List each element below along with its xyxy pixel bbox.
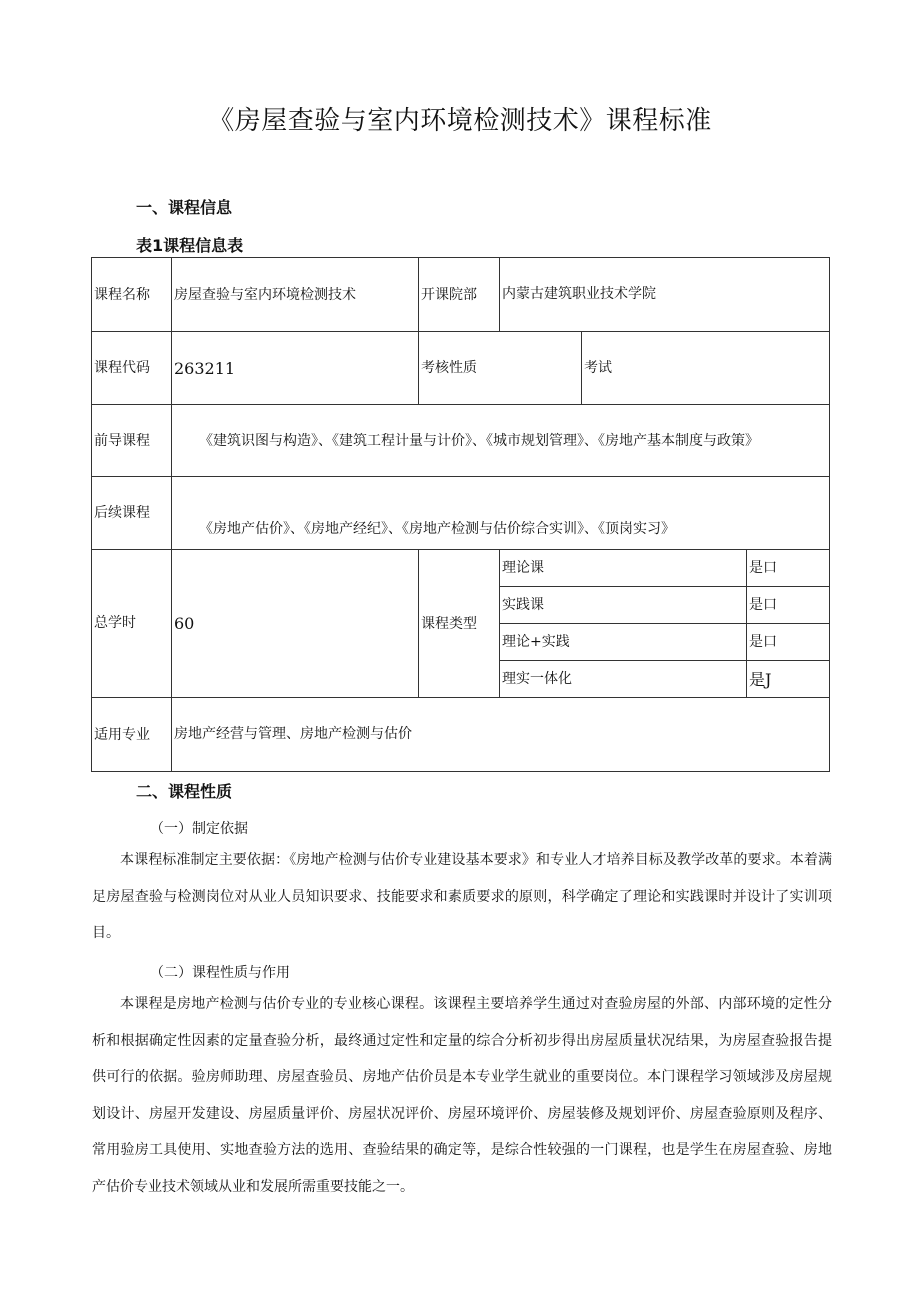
assess-value: 考试 xyxy=(582,332,830,405)
type-mark-integrated: 是J xyxy=(747,661,830,698)
type-name-integrated: 理实一体化 xyxy=(500,661,747,698)
course-type-label: 课程类型 xyxy=(419,550,500,698)
follow-label: 后续课程 xyxy=(92,477,172,550)
subheading-nature-role: （二）课程性质与作用 xyxy=(150,965,290,981)
prereq-value: 《建筑识图与构造》、《建筑工程计量与计价》、《城市规划管理》、《房地产基本制度与政策》 xyxy=(172,405,830,477)
follow-value: 《房地产估价》、《房地产经纪》、《房地产检测与估价综合实训》、《顶岗实习》 xyxy=(172,477,830,550)
subheading-basis: （一）制定依据 xyxy=(150,821,248,837)
section-heading-course-info: 一、课程信息 xyxy=(136,198,233,217)
dept-label: 开课院部 xyxy=(419,258,500,332)
course-code-label: 课程代码 xyxy=(92,332,172,405)
prereq-label: 前导课程 xyxy=(92,405,172,477)
type-name-theory-practice: 理论+实践 xyxy=(500,624,747,661)
course-info-table xyxy=(91,257,830,772)
paragraph-nature-role: 本课程是房地产检测与估价专业的专业核心课程。该课程主要培养学生通过对查验房屋的外部、内部环境的定性分析和根据确定性因素的定量查验分析，最终通过定性和定量的综合分析初步得出房屋质量状况结果，为房屋查验报告提供可行的依据。验房师助理、房屋查验员、房地产估价员是本专业学生就业的重要岗位。本门课程学习领域涉及房屋规划设计、房屋开发建设、房屋质量评价、房屋状况评价、房屋环境评价、房屋装修及规划评价、房屋查验原则及程序、常用验房工具使用、实地查验方法的选用、查验结果的确定等，是综合性较强的一门课程，也是学生在房屋查验、房地产估价专业技术领域从业和发展所需重要技能之一。 xyxy=(92,996,832,1195)
page-title: 《房屋查验与室内环境检测技术》课程标准 xyxy=(208,106,712,136)
type-mark-theory: 是口 xyxy=(747,550,830,587)
table-caption: 表1课程信息表 xyxy=(136,236,244,255)
major-label: 适用专业 xyxy=(92,698,172,772)
course-name-label: 课程名称 xyxy=(92,258,172,332)
assess-label: 考核性质 xyxy=(419,332,582,405)
hours-value: 60 xyxy=(172,550,419,698)
type-mark-practice: 是口 xyxy=(747,587,830,624)
dept-value: 内蒙古建筑职业技术学院 xyxy=(500,258,830,332)
paragraph-basis: 本课程标准制定主要依据：《房地产检测与估价专业建设基本要求》和专业人才培养目标及教学改革的要求。本着满足房屋查验与检测岗位对从业人员知识要求、技能要求和素质要求的原则，科学确定了理论和实践课时并设计了实训项目。 xyxy=(92,852,832,941)
type-name-practice: 实践课 xyxy=(500,587,747,624)
course-name-value: 房屋查验与室内环境检测技术 xyxy=(172,258,419,332)
hours-label: 总学时 xyxy=(92,550,172,698)
major-value: 房地产经营与管理、房地产检测与估价 xyxy=(172,698,830,772)
type-name-theory: 理论课 xyxy=(500,550,747,587)
type-mark-theory-practice: 是口 xyxy=(747,624,830,661)
course-code-value: 263211 xyxy=(172,332,419,405)
section-heading-course-nature: 二、课程性质 xyxy=(136,782,233,801)
